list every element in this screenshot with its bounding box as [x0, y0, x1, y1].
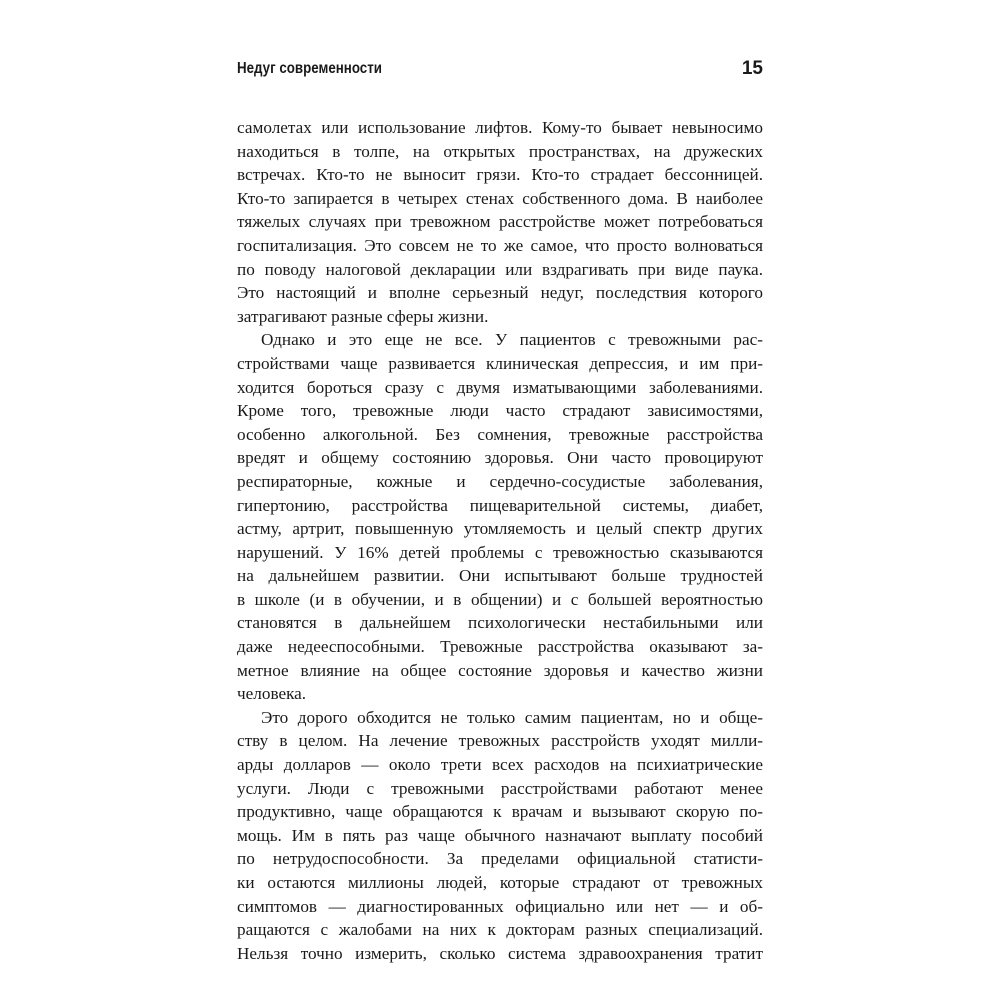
text-line: встречах. Кто-то не выносит грязи. Кто-то страдает бессонницей. — [237, 165, 763, 185]
paragraph — [237, 706, 763, 966]
text-line: ки остаются миллионы людей, которые страдают от тревожных — [237, 873, 763, 892]
text-line: затрагивают разные сферы жизни. — [237, 306, 489, 326]
text-line: на дальнейшем развитии. Они испытывают больше трудностей — [237, 566, 763, 586]
text-line: Это настоящий и вполне серьезный недуг, последствия которого — [237, 283, 763, 303]
text-line: арды долларов — около трети всех расходов на психиатрические — [237, 755, 763, 775]
text-line: по поводу налоговой декларации или вздрагивать при виде паука. — [237, 259, 763, 279]
text-line: Это дорого обходится не только самим пациентам, но и обще- — [261, 707, 763, 727]
text-line: самолетах или использование лифтов. Кому-то бывает невыносимо — [237, 118, 763, 137]
text-line: Кроме того, тревожные люди часто страдают зависимостями, — [237, 401, 763, 421]
text-line: тяжелых случаях при тревожном расстройстве может потребоваться — [237, 212, 763, 232]
text-line: особенно алкогольной. Без сомнения, тревожные расстройства — [237, 424, 763, 444]
text-line: по нетрудоспособности. За пределами официальной статисти- — [237, 849, 763, 869]
text-line: метное влияние на общее состояние здоровья и качество жизни — [237, 660, 763, 680]
text-line: гипертонию, расстройства пищеварительной системы, диабет, — [237, 495, 763, 515]
paragraph — [237, 116, 763, 328]
chapter-title: Недуг современности — [237, 60, 382, 77]
text-line: Нельзя точно измерить, сколько система здравоохранения тратит — [237, 943, 763, 963]
text-line: астму, артрит, повышенную утомляемость и целый спектр других — [237, 519, 763, 539]
paragraph — [237, 328, 763, 706]
text-line: находиться в толпе, на открытых пространствах, на дружеских — [237, 141, 763, 161]
text-line: Однако и это еще не все. У пациентов с тревожными рас- — [261, 330, 763, 350]
text-line: вредят и общему состоянию здоровья. Они часто провоцируют — [237, 448, 763, 468]
text-line: нарушений. У 16% детей проблемы с тревожностью сказываются — [237, 542, 763, 562]
text-line: продуктивно, чаще обращаются к врачам и вызывают скорую по- — [237, 802, 763, 822]
page-number: 15 — [741, 58, 763, 79]
text-line: Кто-то запирается в четырех стенах собственного дома. В наиболее — [237, 188, 763, 208]
text-line: услуги. Люди с тревожными расстройствами работают менее — [237, 778, 763, 798]
running-header — [237, 59, 763, 85]
text-line: мощь. Им в пять раз чаще обычного назначают выплату пособий — [237, 825, 763, 845]
text-line: ству в целом. На лечение тревожных расстройств уходят милли- — [237, 731, 763, 751]
text-line: респираторные, кожные и сердечно-сосудистые заболевания, — [237, 471, 763, 491]
body-text — [237, 116, 763, 965]
text-line: госпитализация. Это совсем не то же самое, что просто волноваться — [237, 235, 763, 255]
text-line: человека. — [237, 684, 307, 704]
text-line: ращаются с жалобами на них к докторам разных специализаций. — [237, 920, 763, 940]
text-line: ходится бороться сразу с двумя изматывающими заболеваниями. — [237, 377, 763, 397]
text-line: симптомов — диагностированных официально или нет — и об- — [237, 896, 763, 916]
text-line: в школе (и в обучении, и в общении) и с большей вероятностью — [237, 589, 763, 609]
text-line: стройствами чаще развивается клиническая депрессия, и им при- — [237, 353, 763, 373]
text-line: становятся в дальнейшем психологически нестабильными или — [237, 613, 763, 633]
text-line: даже недееспособными. Тревожные расстройства оказывают за- — [237, 637, 763, 657]
